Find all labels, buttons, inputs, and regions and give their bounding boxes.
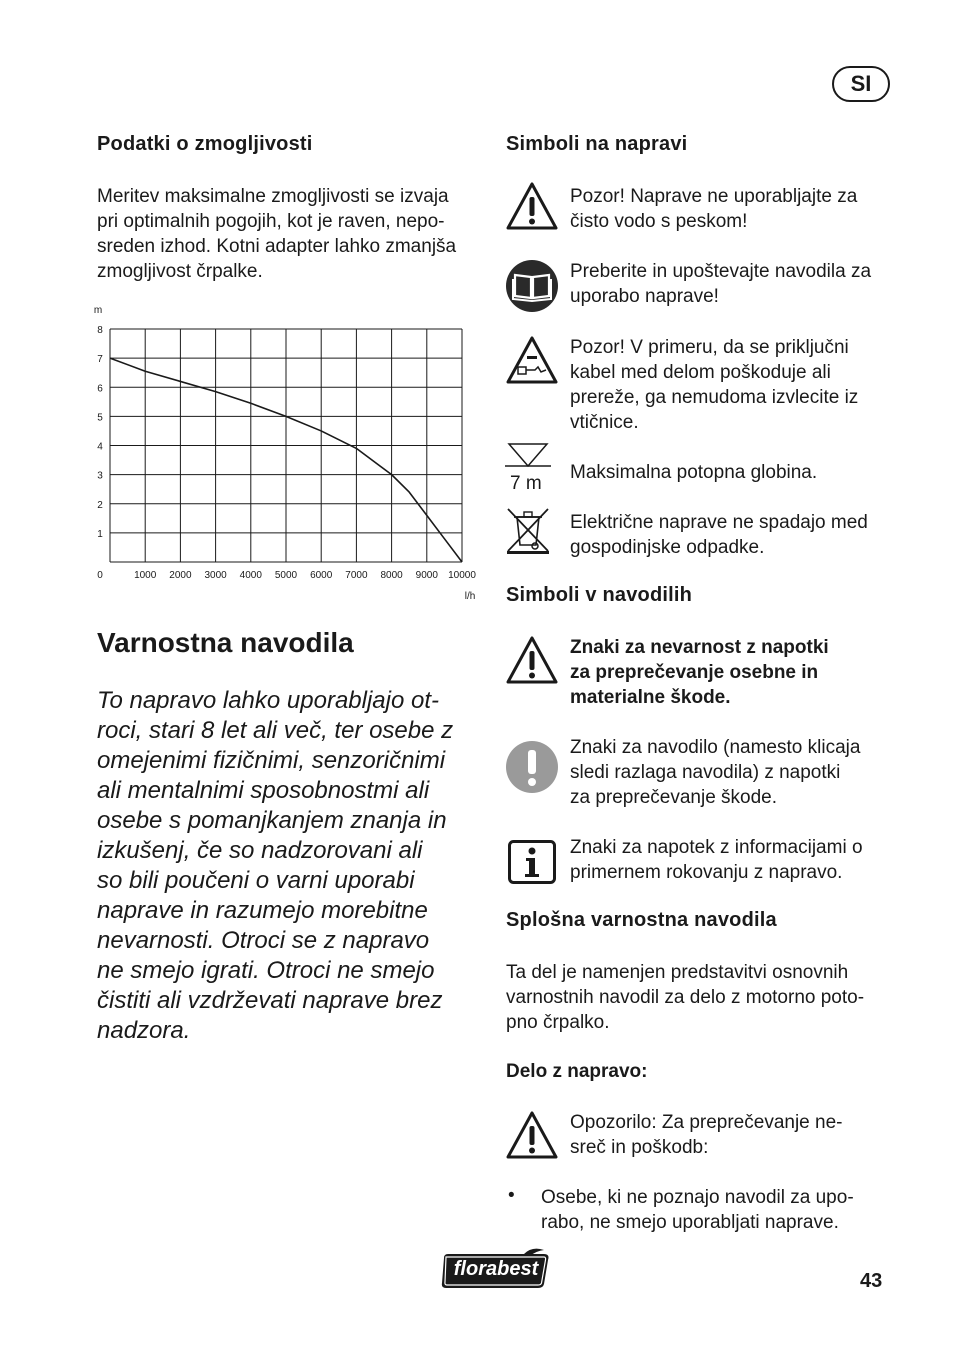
warning-triangle-icon [505,180,559,234]
text-line: Pozor! V primeru, da se priključni [570,337,849,358]
safety-line: roci, stari 8 let ali več, ter osebe z [97,717,454,744]
warning-triangle-icon [505,1109,559,1163]
x-tick-label: 4000 [239,570,262,581]
y-tick-label: 3 [97,470,103,482]
danger-triangle-icon [505,634,559,688]
y-axis-unit: m [93,305,103,316]
text-line: rabo, ne smejo uporabljati naprave. [541,1212,839,1233]
safety-line: nadzora. [97,1017,191,1044]
text-line: materialne škode. [570,687,731,708]
symbol-waste-text [570,510,900,560]
logo-text: florabest [453,1258,539,1280]
instruction-exclamation-icon [505,740,559,794]
text-line: uporabo naprave! [570,286,719,307]
text-line: pno črpalko. [506,1012,610,1033]
bullet-marker: • [508,1185,515,1206]
info-icon [508,840,556,884]
y-tick-label: 4 [97,441,103,453]
y-tick-label: 2 [97,499,103,511]
text-line: Maksimalna potopna globina. [570,462,818,483]
performance-line: pri optimalnih pogojih, kot je raven, nepo- [97,211,445,232]
x-tick-label: 10000 [448,570,476,581]
safety-heading: Varnostna navodila [97,627,354,658]
performance-text [97,184,487,284]
text-line: Električne naprave ne spadajo med [570,512,868,533]
x-tick-label: 8000 [380,570,403,581]
safety-line: so bili poučeni o varni uporabi [97,867,415,894]
text-line: Osebe, ki ne poznajo navodil za upo- [541,1187,854,1208]
x-tick-label: 2000 [169,570,192,581]
safety-line: osebe s pomanjkanjem znanja in [97,807,447,834]
text-line: Opozorilo: Za preprečevanje ne- [570,1112,843,1133]
safety-line: čistiti ali vzdrževati naprave brez [97,987,443,1014]
bullet-text [541,1185,901,1235]
x-tick-label: 0 [97,570,103,581]
cable-damage-warning-icon [505,334,559,388]
florabest-logo [440,1248,552,1290]
read-manual-icon [505,259,559,313]
y-tick-label: 7 [97,354,103,366]
y-tick-label: 1 [97,528,103,540]
text-line: gospodinjske odpadke. [570,537,765,558]
text-line: varnostnih navodil za delo z motorno poto- [506,987,865,1008]
work-heading: Delo z napravo: [506,1061,648,1082]
symbols-device-heading: Simboli na napravi [506,133,688,155]
symbol-read-manual-text [570,259,900,309]
text-line: Znaki za napotek z informacijami o [570,837,863,858]
y-tick-label: 8 [97,325,103,336]
page-number: 43 [860,1270,883,1292]
safety-line: ne smejo igrati. Otroci ne smejo [97,957,435,984]
manual-danger-text [570,635,900,710]
x-tick-label: 3000 [204,570,227,581]
x-axis-unit: l/h [464,591,476,602]
text-line: za preprečevanje škode. [570,787,778,808]
symbol-sand-water-text [570,184,900,234]
text-line: Preberite in upoštevajte navodila za [570,261,872,282]
text-line: Ta del je namenjen predstavitvi osnovnih [506,962,849,983]
warning-text [570,1110,900,1160]
x-tick-label: 5000 [274,570,298,581]
x-tick-label: 6000 [310,570,333,581]
text-line: Pozor! Naprave ne uporabljajte za [570,186,858,207]
x-tick-label: 7000 [345,570,368,581]
safety-intro-text [97,686,492,1046]
safety-line: izkušenj, če so nadzorovani ali [97,837,423,864]
text-line: sreč in poškodb: [570,1137,709,1158]
symbol-cable-damage-text [570,335,900,435]
y-tick-label: 5 [97,412,103,424]
general-safety-text [506,960,901,1035]
submersion-depth-icon [505,442,551,470]
general-safety-heading: Splošna varnostna navodila [506,909,777,931]
performance-chart [88,300,488,605]
text-line: čisto vodo s peskom! [570,211,748,232]
manual-info-text [570,835,900,885]
text-line: sledi razlaga navodila) z napotki [570,762,841,783]
weee-bin-icon [505,505,551,555]
text-line: kabel med delom poškoduje ali [570,362,831,383]
text-line: Znaki za nevarnost z napotki [570,637,829,658]
symbol-max-depth-text [570,460,900,485]
x-tick-label: 1000 [134,570,157,581]
x-tick-label: 9000 [415,570,438,581]
safety-line: nevarnosti. Otroci se z napravo [97,927,430,954]
y-tick-label: 6 [97,383,103,395]
language-badge: SI [832,66,890,102]
text-line: vtičnice. [570,412,639,433]
text-line: primernem rokovanju z napravo. [570,862,843,883]
safety-line: omejenimi fizičnimi, senzoričnimi [97,747,446,774]
symbols-manual-heading: Simboli v navodilih [506,584,693,606]
safety-line: To napravo lahko uporabljajo ot- [97,687,440,714]
text-line: Znaki za navodilo (namesto klicaja [570,737,861,758]
safety-line: ali mentalnimi sposobnostmi ali [97,777,430,804]
performance-line: zmogljivost črpalke. [97,261,263,282]
text-line: prereže, ga nemudoma izvlecite iz [570,387,859,408]
performance-heading: Podatki o zmogljivosti [97,133,313,155]
safety-line: naprave in razumejo morebitne [97,897,428,924]
performance-line: Meritev maksimalne zmogljivosti se izvaja [97,186,449,207]
manual-instruction-text [570,735,900,810]
text-line: za preprečevanje osebne in [570,662,819,683]
submersion-depth-label: 7 m [510,473,542,494]
performance-line: sreden izhod. Kotni adapter lahko zmanjša [97,236,457,257]
